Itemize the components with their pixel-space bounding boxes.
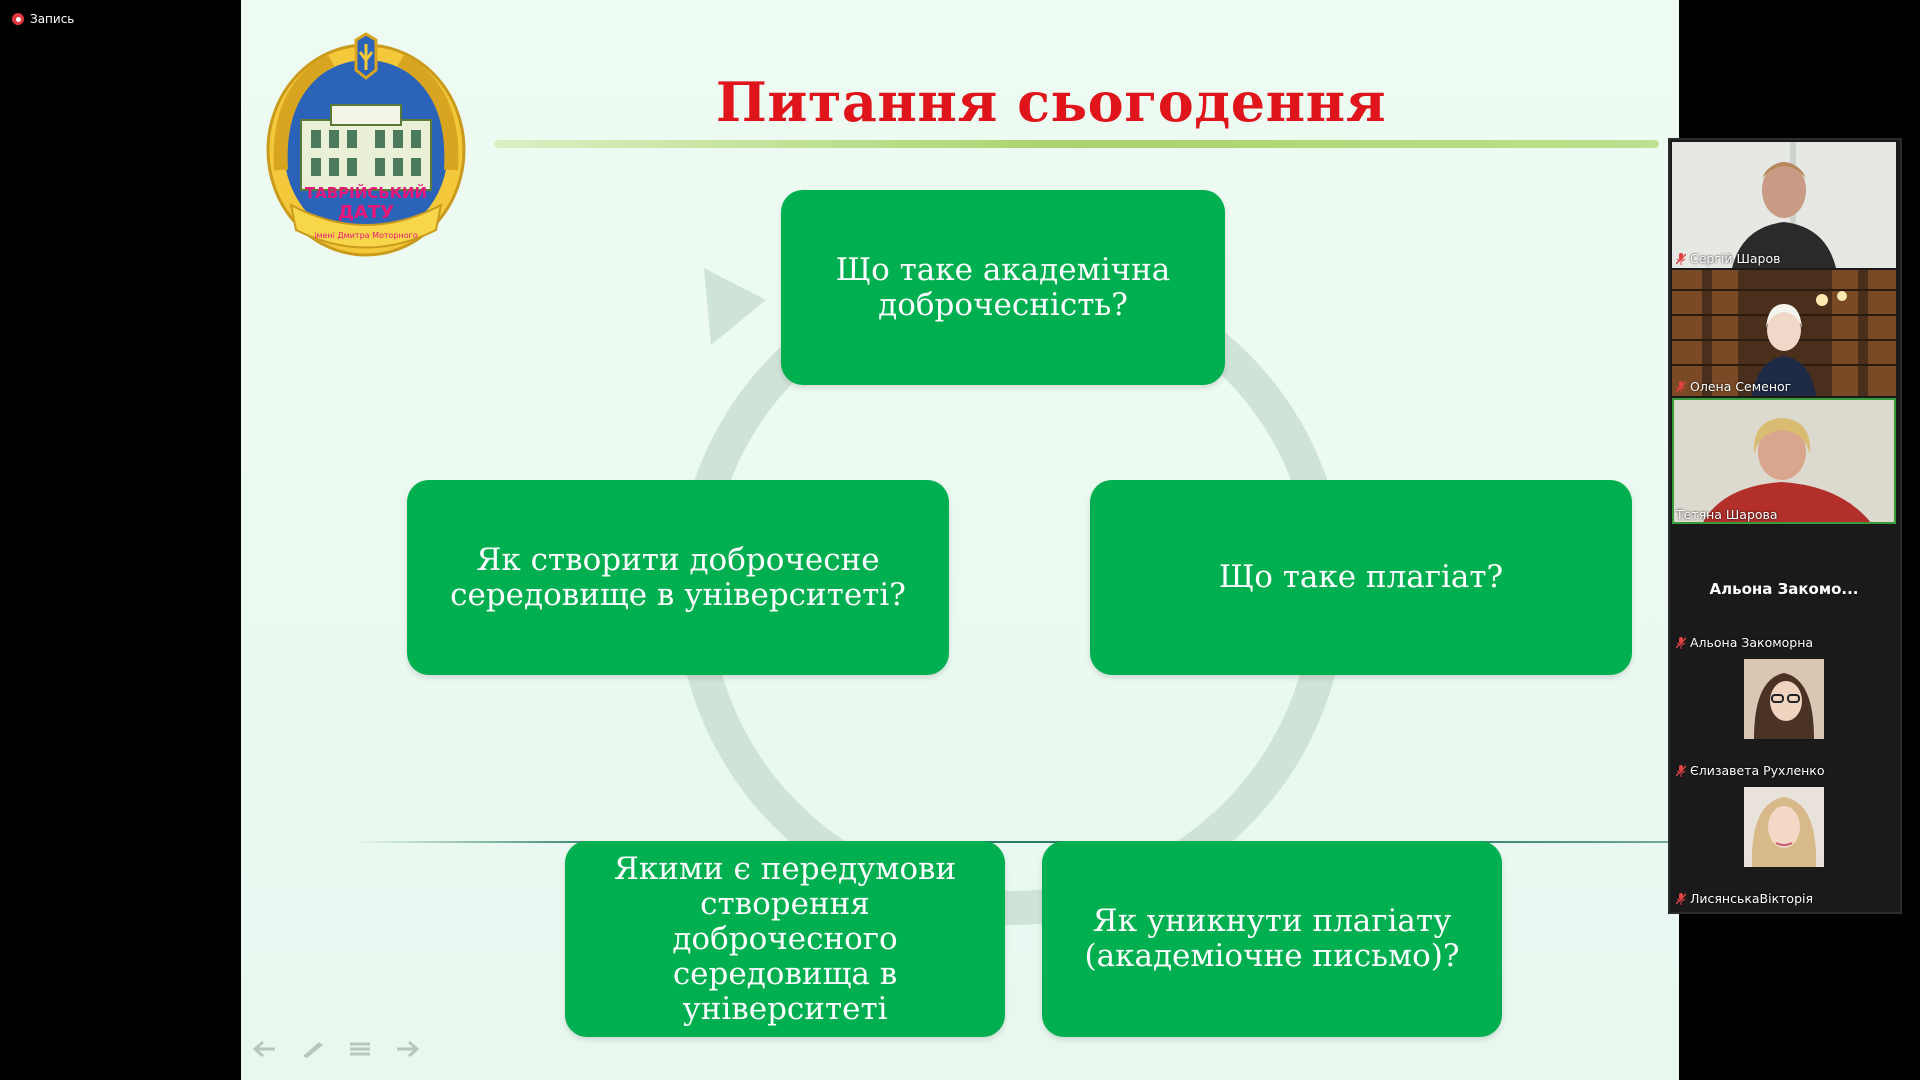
participant-video xyxy=(1672,398,1896,524)
participant-name: Єлизавета Рухленко xyxy=(1690,763,1825,778)
menu-icon[interactable] xyxy=(347,1040,373,1058)
participant-name: ЛисянськаВікторія xyxy=(1690,891,1813,906)
participant-name: Сергій Шаров xyxy=(1690,251,1781,266)
participant-tile[interactable] xyxy=(1672,782,1896,908)
record-icon xyxy=(12,13,24,25)
logo-main-text: ДАТУ xyxy=(337,202,395,223)
participant-tile-active-speaker[interactable] xyxy=(1672,398,1896,524)
pen-icon[interactable] xyxy=(299,1040,325,1058)
participant-name: Тетяна Шарова xyxy=(1676,507,1778,522)
participant-tile[interactable] xyxy=(1672,270,1896,396)
slide-nav-controls xyxy=(251,1040,421,1058)
cycle-box-avoid-plagiarism xyxy=(1042,841,1502,1037)
slide-title: Питання сьогодення xyxy=(715,70,1387,134)
cycle-box-text: Якими є передумови створення доброчесного середовища в університеті xyxy=(613,850,957,1027)
mic-muted-icon xyxy=(1676,893,1686,905)
cycle-box-academic-integrity xyxy=(781,190,1225,385)
cycle-box-prerequisites xyxy=(565,841,1005,1037)
participant-display-name: Альона Закомо... xyxy=(1709,580,1859,598)
logo-top-text: ТАВРІЙСЬКИЙ xyxy=(304,184,428,202)
cycle-box-create-environment xyxy=(407,480,949,675)
logo-bottom-text: імені Дмитра Моторного xyxy=(314,231,418,240)
prev-arrow-icon[interactable] xyxy=(251,1040,277,1058)
participant-avatar xyxy=(1744,659,1824,739)
cycle-box-plagiarism xyxy=(1090,480,1632,675)
mic-muted-icon xyxy=(1676,381,1686,393)
participant-tile[interactable] xyxy=(1672,526,1896,652)
recording-indicator[interactable] xyxy=(12,12,74,26)
participant-avatar xyxy=(1744,787,1824,867)
shared-slide xyxy=(241,0,1679,1080)
participant-name: Олена Семеног xyxy=(1690,379,1792,394)
cycle-box-text: Що таке академічна доброчесність? xyxy=(835,251,1171,323)
participant-name: Альона Закоморна xyxy=(1690,635,1814,650)
participant-video xyxy=(1672,270,1896,396)
participant-gallery[interactable] xyxy=(1668,138,1902,914)
mic-muted-icon xyxy=(1676,253,1686,265)
cycle-box-text: Як створити доброчесне середовище в університеті? xyxy=(450,541,906,613)
recording-label: Запись xyxy=(30,12,75,26)
cycle-arrowhead xyxy=(704,268,766,345)
next-arrow-icon[interactable] xyxy=(395,1040,421,1058)
participant-tile[interactable] xyxy=(1672,142,1896,268)
cycle-box-text: Що таке плагіат? xyxy=(1218,559,1504,595)
cycle-box-text: Як уникнути плагіату (академіочне письмо)? xyxy=(1084,903,1460,974)
mic-muted-icon xyxy=(1676,765,1686,777)
participant-tile[interactable] xyxy=(1672,654,1896,780)
participant-video xyxy=(1672,142,1896,268)
mic-muted-icon xyxy=(1676,637,1686,649)
